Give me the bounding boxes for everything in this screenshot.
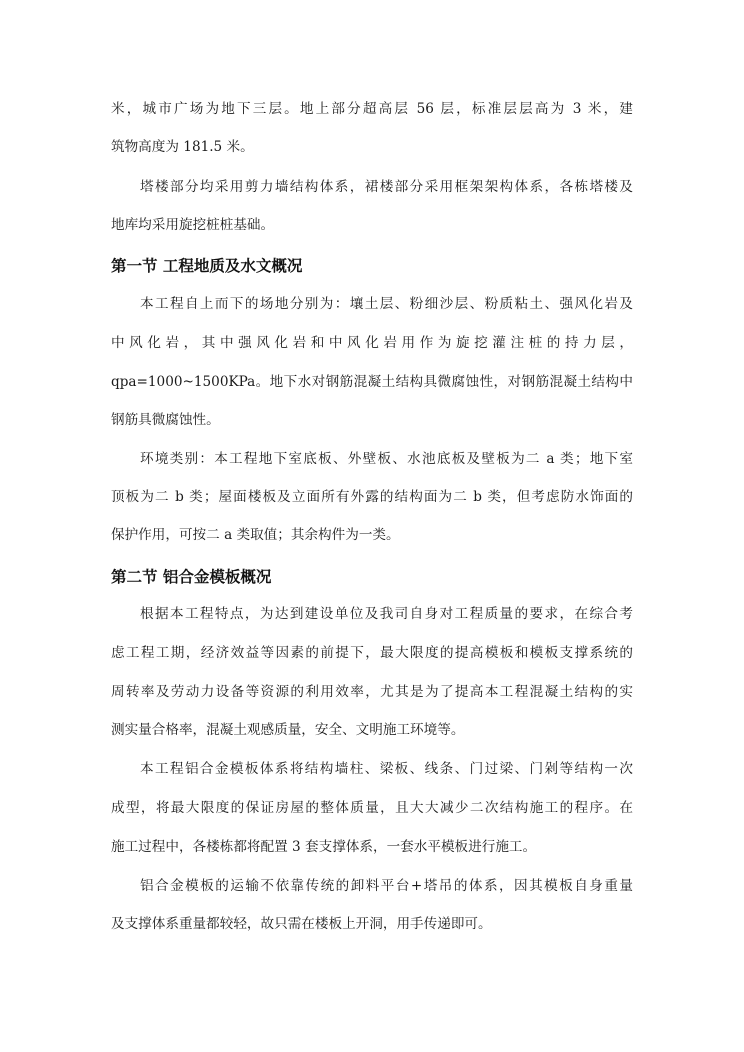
paragraph-line: 测实量合格率，混凝土观感质量，安全、文明施工环境等。	[111, 722, 465, 738]
section-heading: 第二节 铝合金模板概况	[111, 568, 272, 586]
paragraph-line: 本工程铝合金模板体系将结构墙柱、梁板、线条、门过梁、门剁等结构一次	[140, 761, 633, 777]
paragraph-line: 米，城市广场为地下三层。地上部分超高层 56 层，标准层层高为 3 米，建	[111, 101, 633, 117]
paragraph-line: 塔楼部分均采用剪力墙结构体系，裙楼部分采用框架架构体系，各栋塔楼及	[140, 179, 633, 195]
paragraph-line: qpa=1000~1500KPa。地下水对钢筋混凝土结构具微腐蚀性，对钢筋混凝土结构中	[111, 374, 633, 390]
paragraph-line: 地库均采用旋挖桩桩基础。	[111, 217, 275, 233]
paragraph-line: 施工过程中，各楼栋都将配置 3 套支撑体系，一套水平模板进行施工。	[111, 839, 537, 855]
paragraph-line: 根据本工程特点，为达到建设单位及我司自身对工程质量的要求，在综合考	[140, 606, 633, 622]
paragraph-line: 环境类别：本工程地下室底板、外壁板、水池底板及壁板为二 a 类；地下室	[140, 451, 633, 467]
paragraph-line: 中风化岩，其中强风化岩和中风化岩用作为旋挖灌注桩的持力层，	[111, 335, 633, 351]
paragraph-line: 虑工程工期，经济效益等因素的前提下，最大限度的提高模板和模板支撑系统的	[111, 645, 633, 661]
paragraph-line: 钢筋具微腐蚀性。	[111, 412, 220, 428]
paragraph-line: 及支撑体系重量都较轻，故只需在楼板上开洞，用手传递即可。	[111, 916, 492, 932]
paragraph-line: 本工程自上而下的场地分别为：壤土层、粉细沙层、粉质粘土、强风化岩及	[140, 296, 633, 312]
paragraph-line: 筑物高度为 181.5 米。	[111, 139, 254, 155]
paragraph-line: 周转率及劳动力设备等资源的利用效率，尤其是为了提高本工程混凝土结构的实	[111, 684, 633, 700]
section-heading: 第一节 工程地质及水文概况	[111, 257, 303, 275]
paragraph-line: 保护作用，可按二 a 类取值；其余构件为一类。	[111, 527, 400, 543]
paragraph-line: 铝合金模板的运输不依靠传统的卸料平台+塔吊的体系，因其模板自身重量	[140, 878, 633, 894]
paragraph-line: 成型，将最大限度的保证房屋的整体质量，且大大减少二次结构施工的程序。在	[111, 800, 633, 816]
paragraph-line: 顶板为二 b 类；屋面楼板及立面所有外露的结构面为二 b 类，但考虑防水饰面的	[111, 489, 633, 505]
